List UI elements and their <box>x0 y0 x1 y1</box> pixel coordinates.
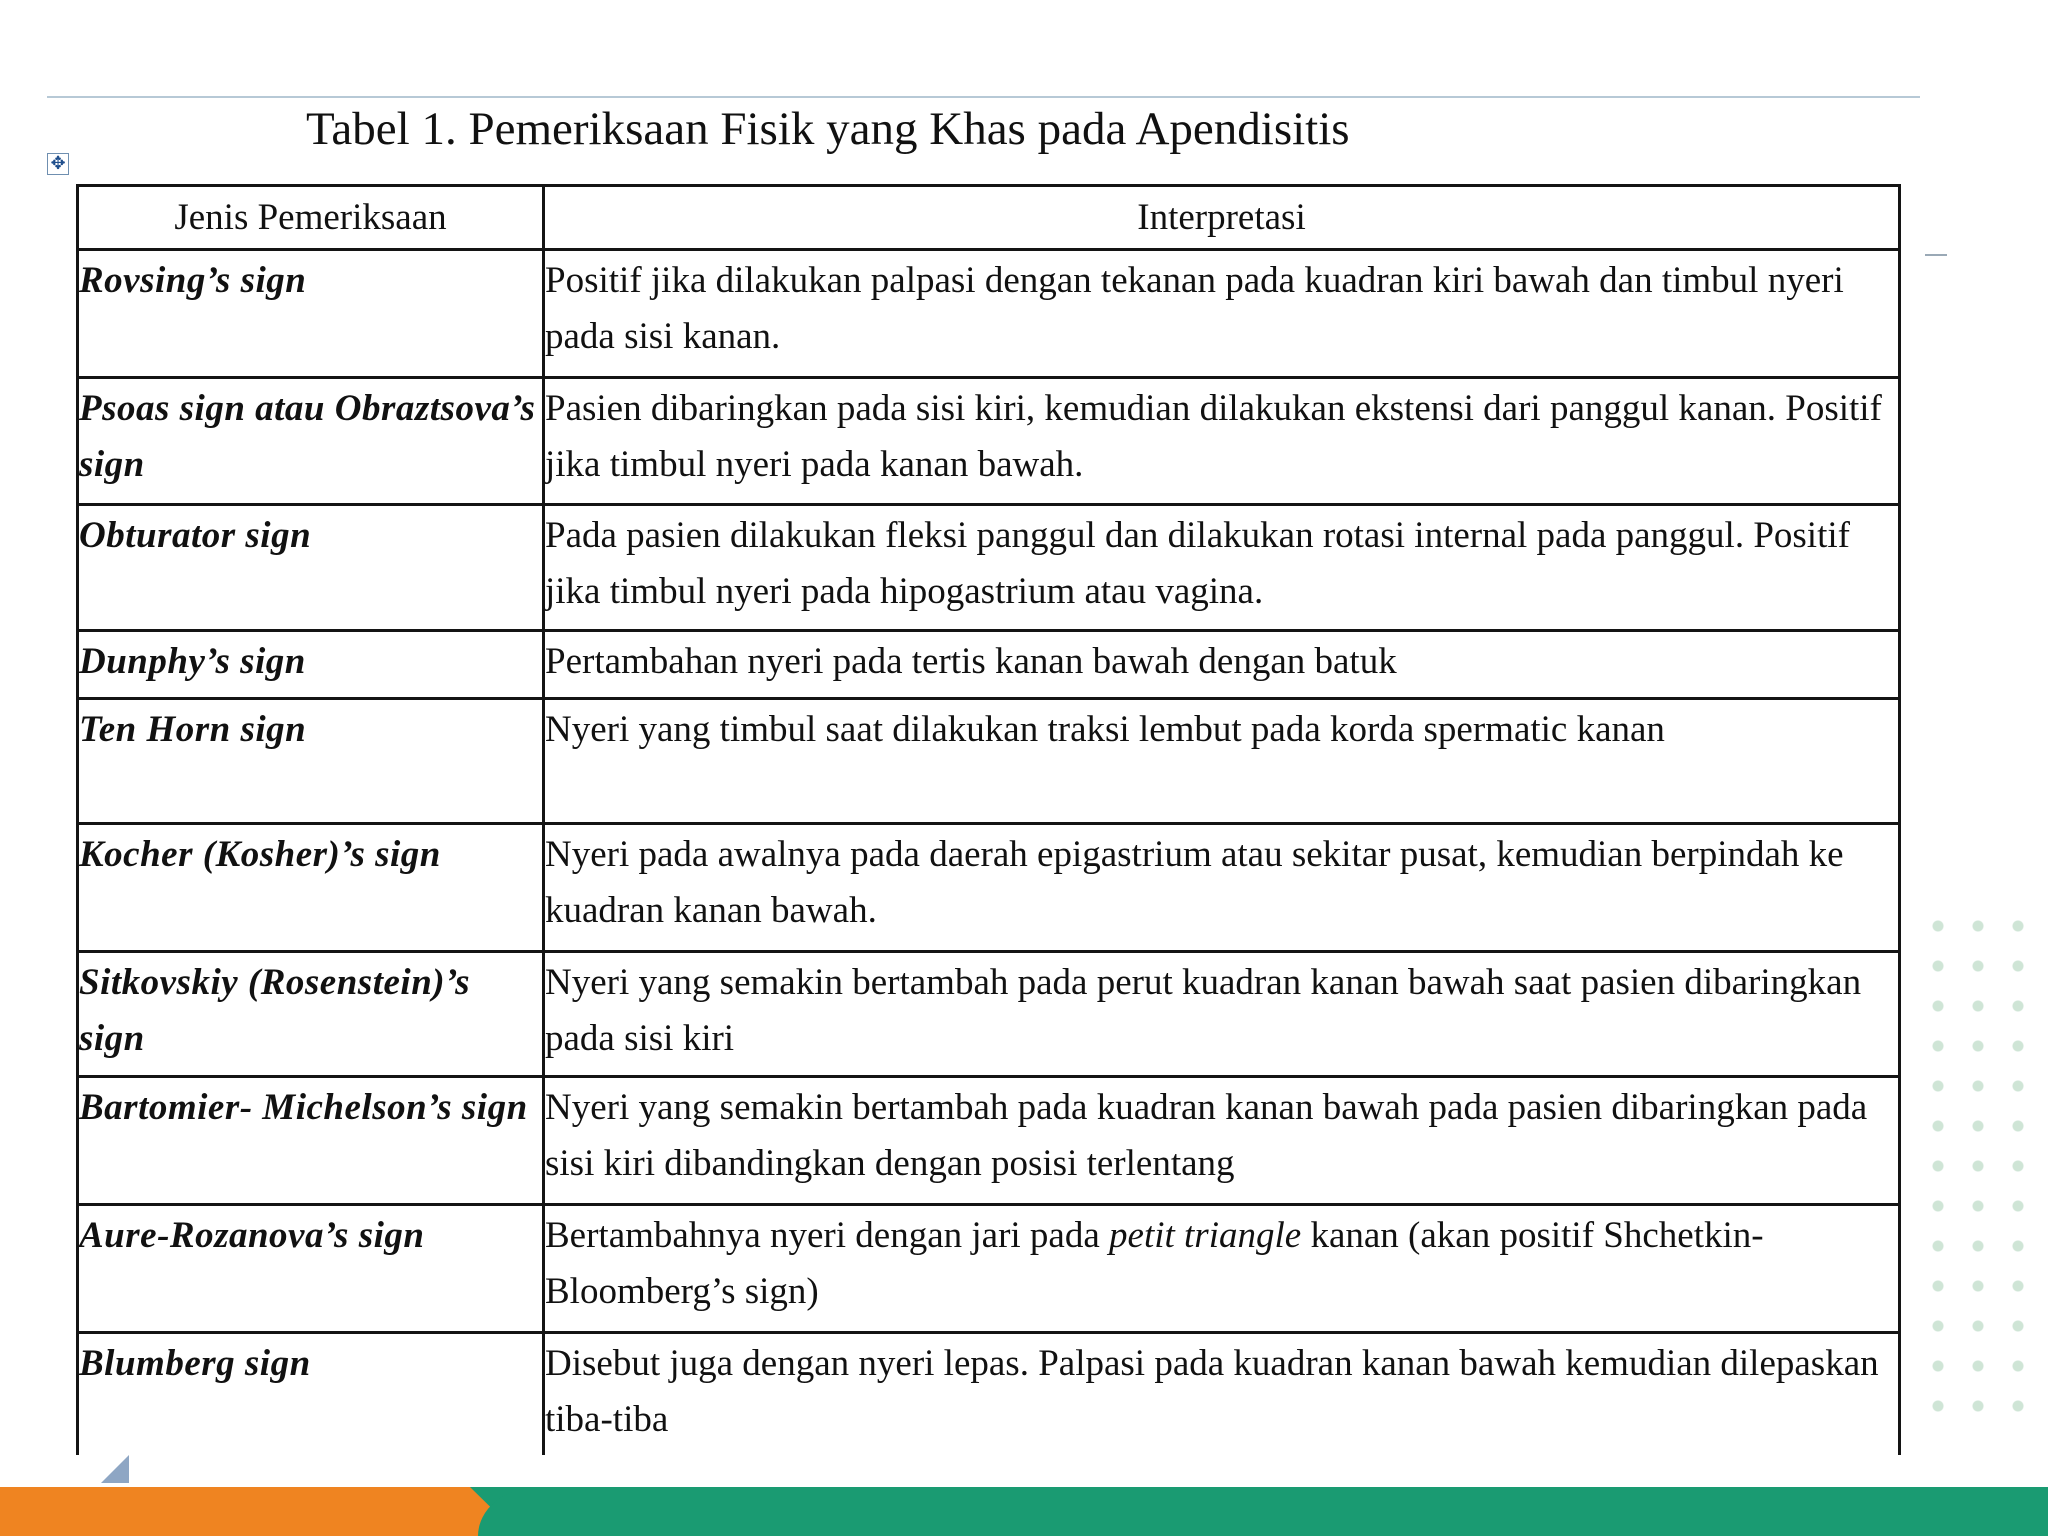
interpretation-italic-term: petit triangle <box>1109 1215 1302 1256</box>
header-jenis-pemeriksaan: Jenis Pemeriksaan <box>78 186 544 250</box>
sign-name: Aure-Rozanova’s sign <box>79 1215 425 1256</box>
table-row <box>78 1205 1900 1333</box>
interpretation-cell <box>544 824 1900 952</box>
sign-name: Obturator sign <box>79 515 312 556</box>
sign-name: Bartomier- Michelson’s sign <box>79 1087 528 1128</box>
interpretation-text-part: Nyeri yang semakin bertambah pada kuadran kanan bawah pada pasien dibaringkan pada sisi kiri dibandingkan dengan posisi terlentang <box>545 1087 1868 1184</box>
interpretation-text <box>545 953 1898 1067</box>
sign-name-cell <box>78 1205 544 1333</box>
sign-name: Sitkovskiy (Rosenstein)’s sign <box>79 962 471 1059</box>
sign-name-cell <box>78 505 544 631</box>
interpretation-text-part: Bertambahnya nyeri dengan jari pada <box>545 1215 1110 1256</box>
interpretation-cell <box>544 699 1900 824</box>
interpretation-text-part: Nyeri yang semakin bertambah pada perut kuadran kanan bawah saat pasien dibaringkan pada sisi kiri <box>545 962 1862 1059</box>
sign-name-cell <box>78 250 544 378</box>
interpretation-text-part: Positif jika dilakukan palpasi dengan tekanan pada kuadran kiri bawah dan timbul nyeri pada sisi kanan. <box>545 260 1844 357</box>
examination-table <box>76 184 1901 1455</box>
sign-name-cell <box>78 378 544 505</box>
table-title: Tabel 1. Pemeriksaan Fisik yang Khas pada Apendisitis <box>306 103 1350 155</box>
interpretation-text-part: Pasien dibaringkan pada sisi kiri, kemudian dilakukan ekstensi dari panggul kanan. Positif jika timbul nyeri pada kanan bawah. <box>545 388 1882 485</box>
sign-name-cell <box>78 631 544 699</box>
header-interpretasi: Interpretasi <box>544 186 1900 250</box>
sign-name: Psoas sign atau Obraztsova’s sign <box>79 388 536 485</box>
interpretation-text-part: Pertambahan nyeri pada tertis kanan bawah dengan batuk <box>545 641 1397 682</box>
sign-name: Rovsing’s sign <box>79 260 307 301</box>
sign-name: Dunphy’s sign <box>79 641 306 682</box>
table-row <box>78 699 1900 824</box>
table-header-row <box>78 186 1900 250</box>
interpretation-text <box>545 825 1898 939</box>
sign-name: Ten Horn sign <box>79 709 307 750</box>
table-row <box>78 1077 1900 1205</box>
interpretation-cell <box>544 250 1900 378</box>
interpretation-cell <box>544 952 1900 1077</box>
interpretation-cell <box>544 505 1900 631</box>
table-row <box>78 824 1900 952</box>
interpretation-cell <box>544 1077 1900 1205</box>
interpretation-text-part: kanan (akan positif Shchetkin-Bloomberg’s sign) <box>545 1215 1764 1312</box>
sign-name-cell <box>78 824 544 952</box>
table-row <box>78 631 1900 699</box>
interpretation-text-part: Nyeri yang timbul saat dilakukan traksi lembut pada korda spermatic kanan <box>545 709 1665 750</box>
margin-dash <box>1925 254 1947 256</box>
interpretation-text <box>545 1206 1898 1320</box>
interpretation-cell <box>544 631 1900 699</box>
interpretation-text <box>545 632 1898 690</box>
interpretation-text <box>545 379 1898 493</box>
footer-orange-band <box>0 1487 560 1536</box>
sign-name: Blumberg sign <box>79 1343 311 1384</box>
table-row <box>78 952 1900 1077</box>
interpretation-text <box>545 506 1898 620</box>
sign-name-cell <box>78 1333 544 1455</box>
interpretation-cell <box>544 378 1900 505</box>
table-row <box>78 1333 1900 1455</box>
table-row <box>78 250 1900 378</box>
interpretation-text-part: Nyeri pada awalnya pada daerah epigastrium atau sekitar pusat, kemudian berpindah ke kuadran kanan bawah. <box>545 834 1844 931</box>
table-row <box>78 505 1900 631</box>
interpretation-cell <box>544 1333 1900 1455</box>
sign-name: Kocher (Kosher)’s sign <box>79 834 441 875</box>
triangle-arrow-icon <box>101 1455 129 1483</box>
table-row <box>78 378 1900 505</box>
table-move-handle-icon[interactable]: ✥ <box>47 153 69 175</box>
decorative-dot-pattern <box>1912 900 2048 1420</box>
interpretation-text <box>545 1078 1898 1192</box>
interpretation-text <box>545 700 1898 758</box>
interpretation-text <box>545 1334 1898 1448</box>
interpretation-text-part: Pada pasien dilakukan fleksi panggul dan dilakukan rotasi internal pada panggul. Positif jika timbul nyeri pada hipogastrium atau vagina. <box>545 515 1850 612</box>
interpretation-text-part: Disebut juga dengan nyeri lepas. Palpasi pada kuadran kanan bawah kemudian dilepaskan tiba-tiba <box>545 1343 1879 1440</box>
interpretation-text <box>545 251 1898 365</box>
sign-name-cell <box>78 699 544 824</box>
sign-name-cell <box>78 1077 544 1205</box>
interpretation-cell <box>544 1205 1900 1333</box>
sign-name-cell <box>78 952 544 1077</box>
